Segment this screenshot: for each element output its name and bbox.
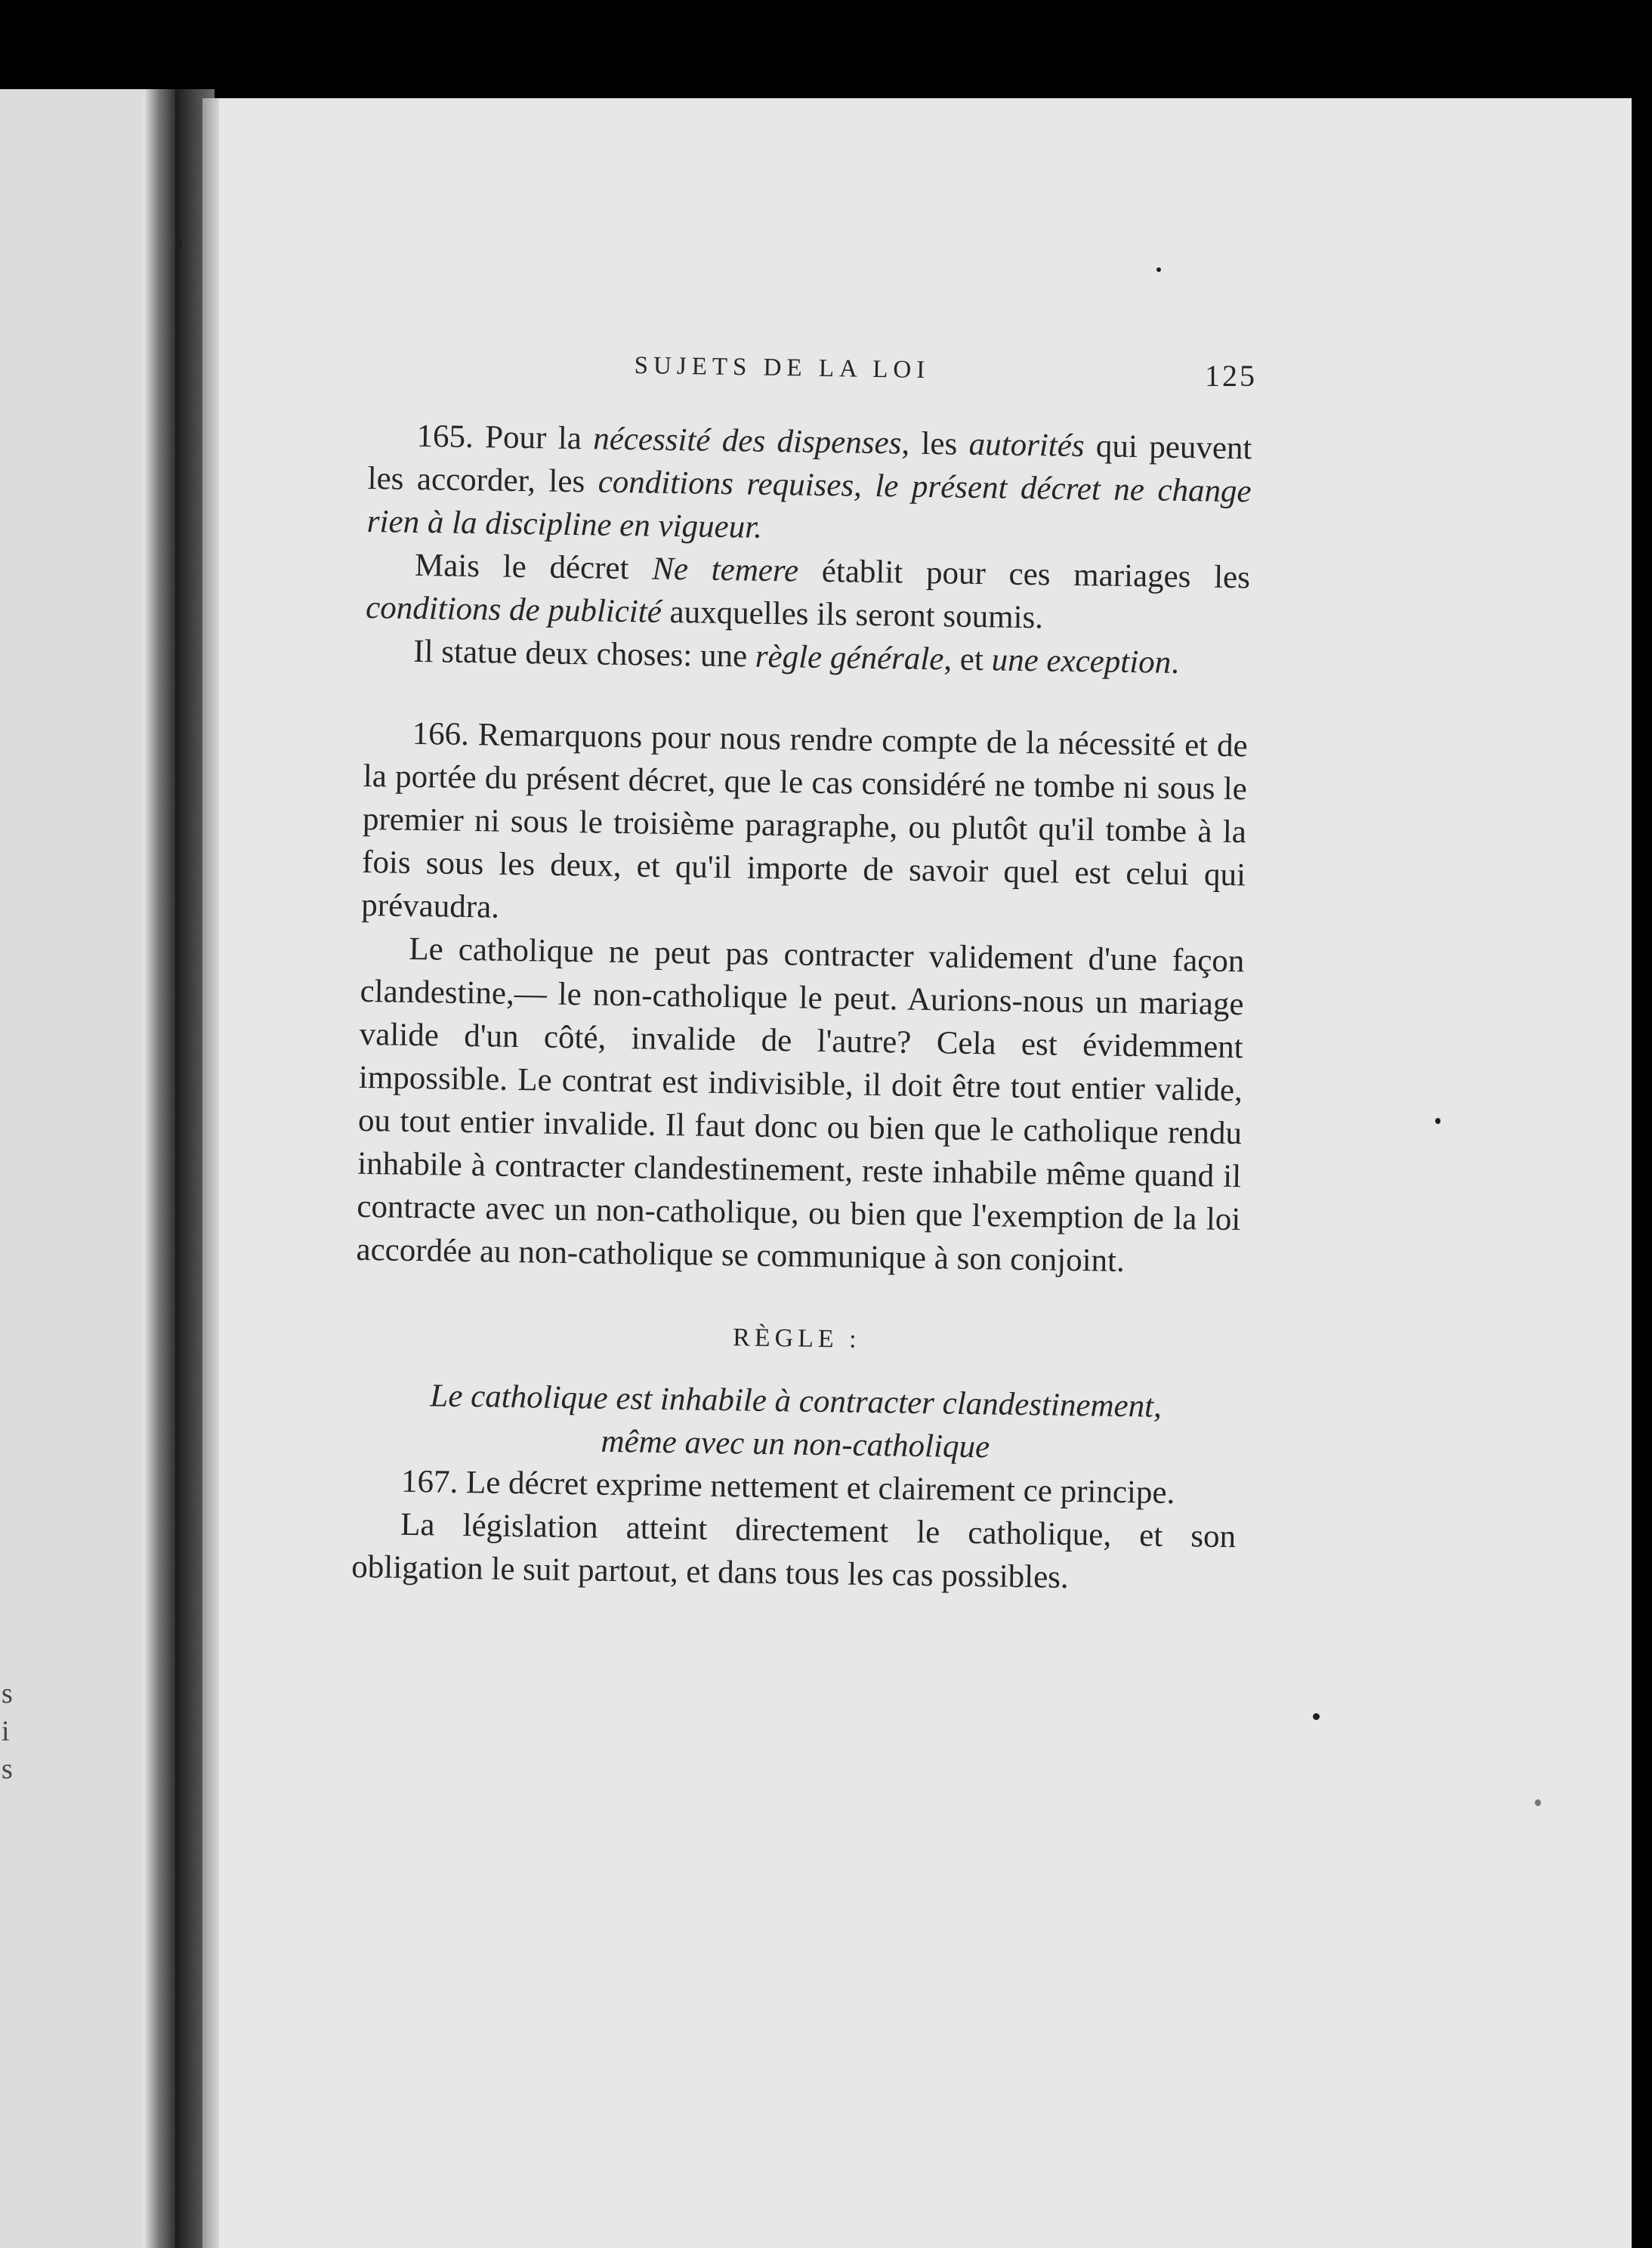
text-run: auxquelles ils seront soumis. bbox=[661, 594, 1044, 636]
paragraph-p166 bbox=[361, 712, 1248, 940]
dust-speck bbox=[1435, 1118, 1440, 1124]
paragraph-p166b bbox=[356, 927, 1245, 1284]
text-run: . bbox=[1170, 644, 1180, 681]
italic-run: une exception bbox=[991, 642, 1172, 681]
paragraphs-after-rule bbox=[351, 1459, 1237, 1601]
left-margin-char: i bbox=[2, 1715, 10, 1747]
left-margin-char: s bbox=[2, 1678, 13, 1709]
dust-speck bbox=[1156, 267, 1161, 272]
text-run: La législation atteint directement le catholique, et son obligation le suit partout, et dans tous les cas possibles. bbox=[351, 1506, 1237, 1595]
text-run: , et bbox=[943, 641, 993, 678]
paragraph-p165b bbox=[366, 543, 1251, 642]
left-margin-char: s bbox=[2, 1753, 13, 1785]
page-edge-shadow bbox=[202, 98, 219, 2248]
text-run: 167. Le décret exprime nettement et clairement ce principe. bbox=[400, 1463, 1175, 1511]
italic-run: autorités bbox=[968, 426, 1085, 465]
text-run: établit pour ces mariages les bbox=[798, 553, 1251, 596]
page-number: 125 bbox=[1205, 359, 1257, 393]
text-run: Il statue deux choses: une bbox=[412, 633, 756, 675]
italic-run: conditions requises, le présent décret ne change rien à la discipline en vigueur. bbox=[366, 464, 1252, 545]
text-run: Mais le décret bbox=[414, 547, 653, 587]
italic-run: règle générale bbox=[755, 638, 944, 678]
left-page-shadow bbox=[144, 89, 177, 2248]
running-head: SUJETS DE LA LOI bbox=[634, 352, 931, 384]
italic-run: Ne temere bbox=[651, 551, 799, 589]
text-run: Le catholique ne peut pas contracter validement d'une façon clandestine,— le non-catholique le peut. Aurions-nous un mariage valide d'un côté, invalide de l'autre? Cela est évidemment impossible. Le contrat est indivisible, il doit être tout entier valide, ou tout entier invalide. Il faut donc ou bien que le catholique rendu inhabile à contracter clandestinement, reste inhabile même quand il contracte avec un non-catholique, ou bien que l'exemption de la loi accordée au non-catholique se communique à son conjoint. bbox=[356, 931, 1245, 1279]
italic-run: conditions de publicité bbox=[365, 589, 662, 630]
dust-speck bbox=[1535, 1799, 1541, 1806]
text-run: qui peuvent les accorder, les bbox=[367, 428, 1252, 500]
text-run: 166. Remarquons pour nous rendre compte de la nécessité et de la portée du présent décret, que le cas considéré ne tombe ni sous le premier ni sous le troisième paragraphe, ou plutôt qu'il tombe à la fois sous les deux, et qu'il importe de savoir quel est celui qui prévaudra. bbox=[361, 715, 1248, 925]
rule-text: Le catholique est inhabile à contracter clandestinement, même avec un non-catholique bbox=[430, 1378, 1163, 1465]
paragraphs-before-rule bbox=[356, 414, 1252, 1284]
text-run: 165. Pour la bbox=[416, 418, 594, 457]
dust-speck bbox=[1313, 1713, 1320, 1720]
paragraph-p165 bbox=[366, 414, 1252, 556]
body-text bbox=[351, 414, 1252, 1601]
dust-speck bbox=[175, 240, 182, 249]
rule-heading: RÈGLE : bbox=[732, 1323, 861, 1354]
paragraph-p167b bbox=[351, 1502, 1237, 1601]
italic-run: nécessité des dispenses bbox=[592, 421, 902, 462]
text-run: , les bbox=[901, 425, 970, 462]
